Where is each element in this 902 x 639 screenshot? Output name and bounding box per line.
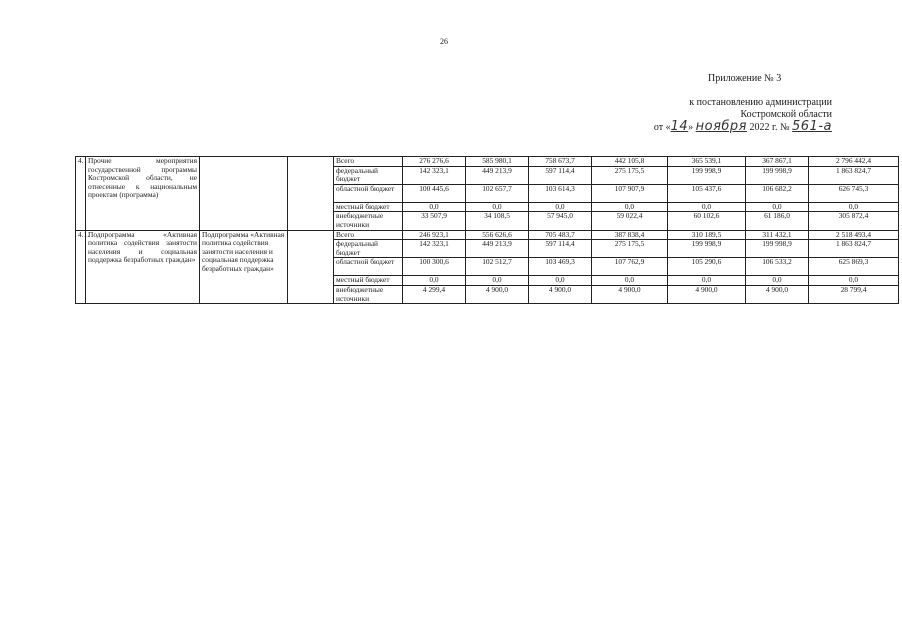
amount-cell: 0,0	[529, 202, 592, 212]
amount-cell: 4 299,4	[403, 285, 466, 303]
amount-cell: 4 900,0	[668, 285, 746, 303]
decree-line-2: Костромской области	[740, 109, 832, 120]
handwritten-month: ноября	[695, 119, 747, 134]
total-amount-cell: 2 796 442,4	[809, 157, 899, 167]
decree-date-line	[612, 121, 832, 134]
amount-cell: 0,0	[746, 202, 809, 212]
amount-cell: 275 175,5	[592, 166, 668, 184]
funding-source-cell: внебюджетные источники	[334, 212, 403, 230]
amount-cell: 276 276,6	[403, 157, 466, 167]
amount-cell: 0,0	[592, 202, 668, 212]
amount-cell: 103 469,3	[529, 258, 592, 276]
amount-cell: 0,0	[746, 276, 809, 286]
date-prefix: от «	[653, 122, 671, 133]
amount-cell: 33 507,9	[403, 212, 466, 230]
executor-cell: Подпрограмма «Активная политика содействия занятости населения и социальная поддержка безработных граждан»	[200, 230, 288, 304]
total-amount-cell: 28 799,4	[809, 285, 899, 303]
funding-source-cell: федеральный бюджет	[334, 240, 403, 258]
amount-cell: 0,0	[466, 202, 529, 212]
budget-table	[75, 156, 899, 304]
executor-cell	[200, 157, 288, 231]
total-amount-cell: 1 863 824,7	[809, 166, 899, 184]
total-amount-cell: 2 518 493,4	[809, 230, 899, 240]
date-mid: »	[688, 122, 694, 133]
funding-source-cell: федеральный бюджет	[334, 166, 403, 184]
amount-cell: 246 923,1	[403, 230, 466, 240]
amount-cell: 106 682,2	[746, 184, 809, 202]
amount-cell: 0,0	[668, 202, 746, 212]
amount-cell: 758 673,7	[529, 157, 592, 167]
amount-cell: 585 980,1	[466, 157, 529, 167]
empty-cell	[288, 157, 334, 231]
total-amount-cell: 625 869,3	[809, 258, 899, 276]
handwritten-day: 14	[670, 119, 689, 134]
funding-source-cell: Всего	[334, 230, 403, 240]
amount-cell: 556 626,6	[466, 230, 529, 240]
amount-cell: 4 900,0	[529, 285, 592, 303]
amount-cell: 0,0	[466, 276, 529, 286]
funding-source-cell: Всего	[334, 157, 403, 167]
funding-source-cell: областной бюджет	[334, 258, 403, 276]
amount-cell: 442 105,8	[592, 157, 668, 167]
total-amount-cell: 305 872,4	[809, 212, 899, 230]
total-amount-cell: 0,0	[809, 202, 899, 212]
amount-cell: 597 114,4	[529, 166, 592, 184]
funding-source-cell: местный бюджет	[334, 202, 403, 212]
amount-cell: 705 483,7	[529, 230, 592, 240]
handwritten-number: 561-а	[792, 119, 832, 134]
amount-cell: 107 762,9	[592, 258, 668, 276]
amount-cell: 102 512,7	[466, 258, 529, 276]
amount-cell: 106 533,2	[746, 258, 809, 276]
page-number: 26	[440, 37, 448, 46]
appendix-title: Приложение № 3	[708, 73, 782, 84]
amount-cell: 57 945,0	[529, 212, 592, 230]
amount-cell: 4 900,0	[466, 285, 529, 303]
amount-cell: 4 900,0	[592, 285, 668, 303]
row-number-cell: 4.	[76, 157, 86, 231]
amount-cell: 102 657,7	[466, 184, 529, 202]
total-amount-cell: 626 745,3	[809, 184, 899, 202]
amount-cell: 367 867,1	[746, 157, 809, 167]
amount-cell: 449 213,9	[466, 240, 529, 258]
amount-cell: 365 539,1	[668, 157, 746, 167]
amount-cell: 59 022,4	[592, 212, 668, 230]
amount-cell: 60 102,6	[668, 212, 746, 230]
amount-cell: 142 323,1	[403, 240, 466, 258]
amount-cell: 0,0	[529, 276, 592, 286]
total-amount-cell: 0,0	[809, 276, 899, 286]
amount-cell: 310 189,5	[668, 230, 746, 240]
amount-cell: 100 445,6	[403, 184, 466, 202]
decree-year: 2022 г. №	[749, 122, 790, 133]
funding-source-cell: внебюджетные источники	[334, 285, 403, 303]
amount-cell: 105 437,6	[668, 184, 746, 202]
decree-reference	[612, 97, 832, 134]
amount-cell: 105 290,6	[668, 258, 746, 276]
amount-cell: 0,0	[403, 202, 466, 212]
amount-cell: 107 907,9	[592, 184, 668, 202]
amount-cell: 0,0	[592, 276, 668, 286]
amount-cell: 142 323,1	[403, 166, 466, 184]
amount-cell: 449 213,9	[466, 166, 529, 184]
table-row	[76, 157, 899, 167]
amount-cell: 275 175,5	[592, 240, 668, 258]
row-number-cell: 4.1.	[76, 230, 86, 304]
amount-cell: 4 900,0	[746, 285, 809, 303]
amount-cell: 103 614,3	[529, 184, 592, 202]
amount-cell: 199 998,9	[668, 166, 746, 184]
amount-cell: 199 998,9	[668, 240, 746, 258]
amount-cell: 199 998,9	[746, 166, 809, 184]
amount-cell: 0,0	[668, 276, 746, 286]
amount-cell: 387 838,4	[592, 230, 668, 240]
funding-source-cell: областной бюджет	[334, 184, 403, 202]
decree-line-1: к постановлению администрации	[689, 97, 832, 108]
total-amount-cell: 1 863 824,7	[809, 240, 899, 258]
amount-cell: 311 432,1	[746, 230, 809, 240]
amount-cell: 61 186,0	[746, 212, 809, 230]
amount-cell: 34 108,5	[466, 212, 529, 230]
amount-cell: 199 998,9	[746, 240, 809, 258]
measure-name-cell: Прочие мероприятия государственной программы Костромской области, не отнесенные к национальным проектам (программа)	[86, 157, 200, 231]
amount-cell: 597 114,4	[529, 240, 592, 258]
amount-cell: 100 300,6	[403, 258, 466, 276]
funding-source-cell: местный бюджет	[334, 276, 403, 286]
amount-cell: 0,0	[403, 276, 466, 286]
empty-cell	[288, 230, 334, 304]
measure-name-cell: Подпрограмма «Активная политика содействия занятости населения и социальная поддержка безработных граждан»	[86, 230, 200, 304]
